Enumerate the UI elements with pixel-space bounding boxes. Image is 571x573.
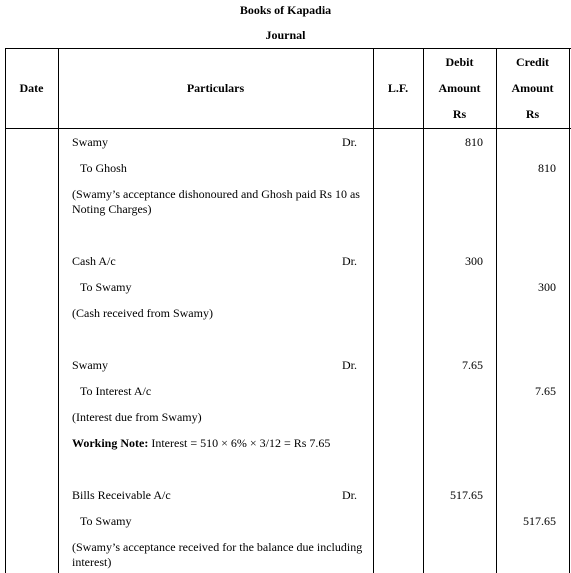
debit-amount: 810 [465, 135, 483, 149]
book-title: Books of Kapadia [239, 3, 332, 17]
debit-divider [496, 48, 497, 573]
debit-header-line3: Rs [452, 107, 467, 121]
debit-account: Swamy [72, 135, 108, 149]
debit-amount: 517.65 [450, 488, 483, 502]
narration: (Swamy’s acceptance dishonoured and Ghosh paid Rs 10 as Noting Charges) [72, 187, 360, 216]
debit-header-line1: Debit [445, 55, 474, 69]
dr-marker: Dr. [342, 488, 357, 502]
credit-account: To Interest A/c [80, 384, 152, 398]
credit-account: To Swamy [80, 514, 132, 528]
table-top-border [5, 48, 571, 49]
date-header: Date [19, 81, 44, 95]
left-border [5, 48, 6, 573]
debit-amount: 7.65 [462, 358, 483, 372]
header-bottom-border [5, 128, 571, 129]
particulars-divider [373, 48, 374, 573]
working-note [72, 436, 368, 451]
journal-title: Journal [265, 28, 306, 42]
debit-account: Cash A/c [72, 254, 116, 268]
credit-amount: 810 [538, 161, 556, 175]
working-note-text: Interest = 510 × 6% × 3/12 = Rs 7.65 [148, 436, 331, 450]
debit-header-line2: Amount [438, 81, 481, 95]
debit-account: Swamy [72, 358, 108, 372]
dr-marker: Dr. [342, 358, 357, 372]
credit-account: To Ghosh [80, 161, 127, 175]
lf-header: L.F. [387, 81, 409, 95]
debit-account: Bills Receivable A/c [72, 488, 171, 502]
dr-marker: Dr. [342, 135, 357, 149]
credit-account: To Swamy [80, 280, 132, 294]
credit-header-line2: Amount [511, 81, 554, 95]
credit-header-line3: Rs [525, 107, 540, 121]
credit-amount: 300 [538, 280, 556, 294]
debit-amount: 300 [465, 254, 483, 268]
narration: (Interest due from Swamy) [72, 410, 202, 424]
working-note-label: Working Note: [72, 436, 149, 450]
date-divider [58, 48, 59, 573]
credit-amount: 7.65 [535, 384, 556, 398]
credit-header-line1: Credit [515, 55, 550, 69]
right-border [569, 48, 570, 573]
narration: (Swamy’s acceptance received for the balance due including interest) [72, 540, 363, 569]
particulars-header: Particulars [186, 81, 245, 95]
dr-marker: Dr. [342, 254, 357, 268]
credit-amount: 517.65 [523, 514, 556, 528]
narration: (Cash received from Swamy) [72, 306, 213, 320]
